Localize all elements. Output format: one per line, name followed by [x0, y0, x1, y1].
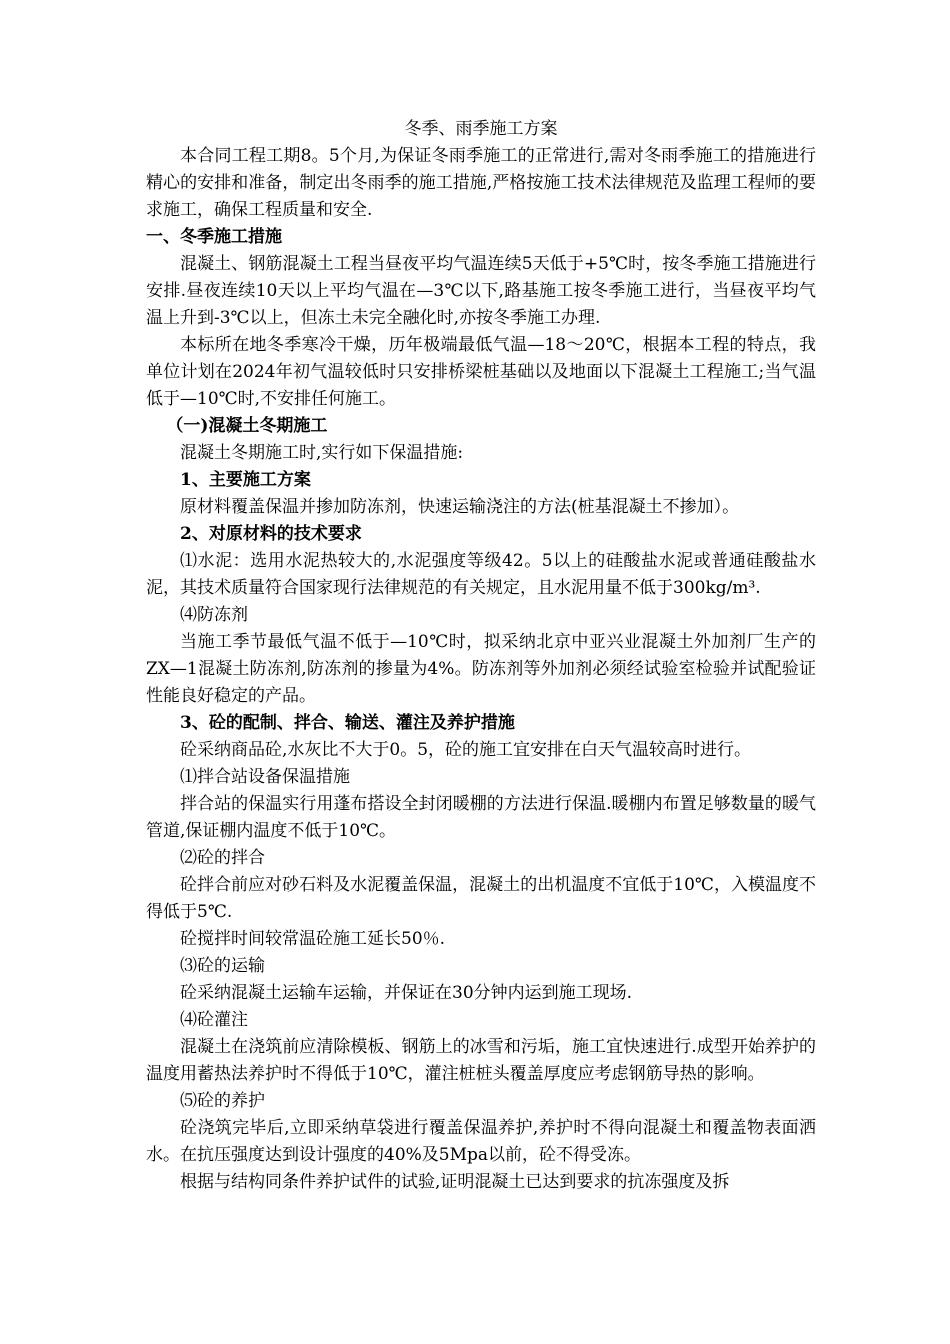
antifreeze-label: ⑷防冻剂 [180, 605, 248, 625]
concrete-mixing-text-2: 砼搅拌时间较常温砼施工延长50％. [180, 929, 446, 949]
mixing-intro: 砼采纳商品砼,水灰比不大于0。5，砼的施工宜安排在白天气温较高时进行。 [180, 740, 752, 760]
concrete-curing-label: ⑸砼的养护 [180, 1091, 265, 1111]
concrete-transport-label: ⑶砼的运输 [180, 956, 265, 976]
section-heading-winter: 一、冬季施工措施 [146, 227, 282, 247]
concrete-transport-text: 砼采纳混凝土运输车运输，并保证在30分钟内运到施工现场. [180, 983, 633, 1003]
winter-paragraph-1: 混凝土、钢筋混凝土工程当昼夜平均气温连续5天低于+5℃时，按冬季施工措施进行安排.昼夜连续10天以上平均气温在—3℃以下,路基施工按冬季施工进行，当昼夜平均气温上升到-3℃以上，但冻土未完全融化时,亦按冬季施工办理. [146, 254, 816, 328]
concrete-intro: 混凝土冬期施工时,实行如下保温措施: [180, 443, 464, 463]
item-heading-main-plan: 1、主要施工方案 [180, 470, 311, 490]
concrete-pouring-label: ⑷砼灌注 [180, 1010, 248, 1030]
last-paragraph: 根据与结构同条件养护试件的试验,证明混凝土已达到要求的抗冻强度及拆 [180, 1172, 730, 1192]
main-plan-text: 原材料覆盖保温并掺加防冻剂，快速运输浇注的方法(桩基混凝土不掺加）。 [180, 497, 740, 517]
item-heading-mixing: 3、砼的配制、拌合、输送、灌注及养护措施 [180, 713, 515, 733]
concrete-pouring-text: 混凝土在浇筑前应清除模板、钢筋上的冰雪和污垢，施工宜快速进行.成型开始养护的温度用蓄热法养护时不得低于10℃，灌注桩桩头覆盖厚度应考虑钢筋导热的影响。 [146, 1037, 816, 1084]
mixing-station-label: ⑴拌合站设备保温措施 [180, 767, 350, 787]
concrete-mixing-label: ⑵砼的拌合 [180, 848, 265, 868]
intro-paragraph: 本合同工程工期8。5个月,为保证冬雨季施工的正常进行,需对冬雨季施工的措施进行精心的安排和准备，制定出冬雨季的施工措施,严格按施工技术法律规范及监理工程师的要求施工，确保工程质量和安全. [146, 146, 816, 220]
cement-text: ⑴水泥：选用水泥热较大的,水泥强度等级42。5以上的硅酸盐水泥或普通硅酸盐水泥，其技术质量符合国家现行法律规范的有关规定，且水泥用量不低于300kg/m³. [146, 551, 816, 598]
concrete-curing-text: 砼浇筑完毕后,立即采纳草袋进行覆盖保温养护,养护时不得向混凝土和覆盖物表面洒水。在抗压强度达到设计强度的40%及5Mpa以前，砼不得受冻。 [146, 1118, 816, 1165]
mixing-station-text: 拌合站的保温实行用蓬布搭设全封闭暖棚的方法进行保温.暖棚内布置足够数量的暖气管道,保证棚内温度不低于10℃。 [146, 794, 816, 841]
document-title: 冬季、雨季施工方案 [404, 119, 558, 139]
item-heading-materials: 2、对原材料的技术要求 [180, 524, 362, 544]
subsection-heading-concrete: （一)混凝土冬期施工 [166, 416, 328, 436]
concrete-mixing-text-1: 砼拌合前应对砂石料及水泥覆盖保温，混凝土的出机温度不宜低于10℃，入模温度不得低于5℃. [146, 875, 816, 922]
winter-paragraph-2: 本标所在地冬季寒冷干燥，历年极端最低气温—18～20℃，根据本工程的特点，我单位计划在2024年初气温较低时只安排桥梁桩基础以及地面以下混凝土工程施工;当气温低于—10℃时,不安排任何施工。 [146, 335, 816, 409]
antifreeze-text: 当施工季节最低气温不低于—10℃时，拟采纳北京中亚兴业混凝土外加剂厂生产的ZX—1混凝土防冻剂,防冻剂的掺量为4%。防冻剂等外加剂必须经试验室检验并试配验证性能良好稳定的产品。 [146, 632, 816, 706]
